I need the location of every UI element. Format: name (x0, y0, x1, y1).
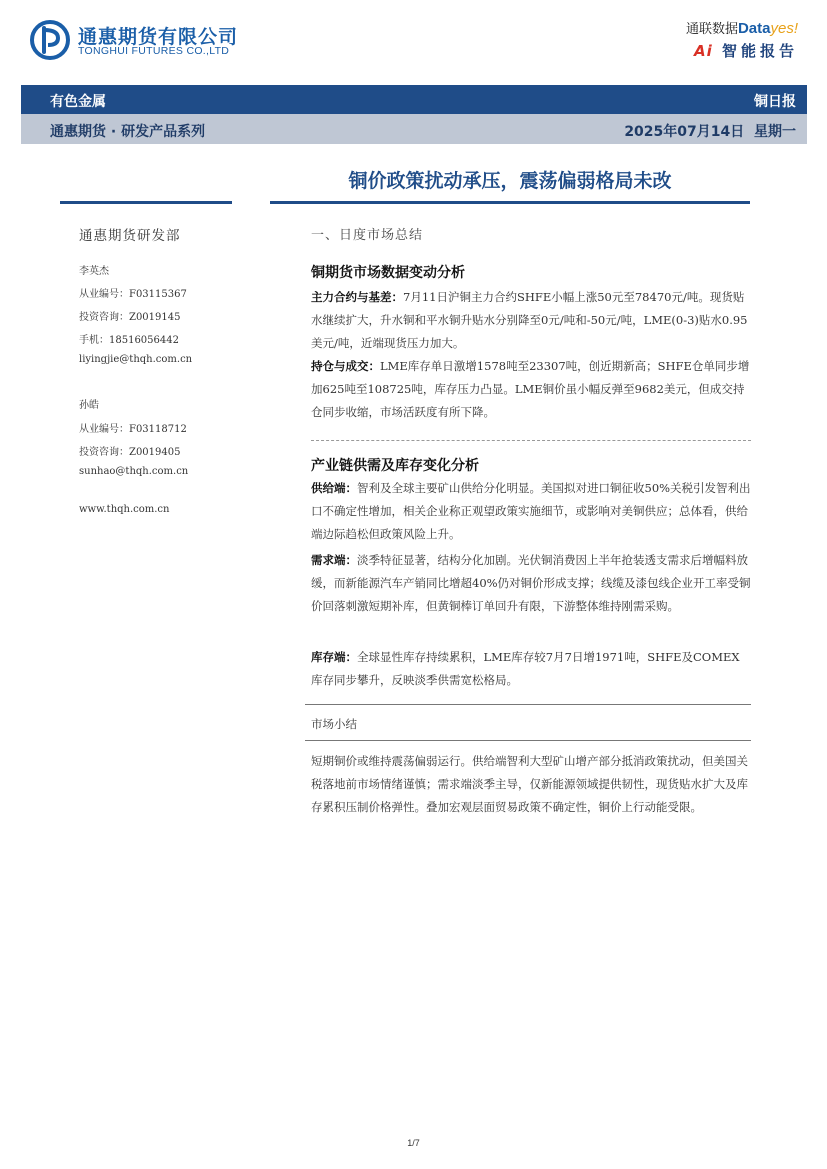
paragraph-label: 供给端： (311, 481, 357, 495)
section-heading: 一、日度市场总结 (311, 228, 424, 243)
partner-yes: yes! (770, 20, 798, 37)
title-rule-left (60, 201, 232, 204)
report-title: 铜价政策扰动承压，震荡偏弱格局未改 (348, 170, 672, 192)
ai-report-label (694, 40, 798, 61)
paragraph-label: 库存端： (311, 650, 357, 664)
partner-logo (686, 18, 798, 37)
category-band (21, 85, 807, 114)
analyst-advisory: 投资咨询：Z0019145 (79, 312, 181, 323)
ai-mark: Ai (693, 42, 713, 60)
paragraph-main-contract (311, 286, 751, 355)
page-number: 1/7 (407, 1138, 420, 1148)
analyst-email[interactable]: liyingjie@thqh.com.cn (79, 354, 193, 365)
paragraph-text: 7月11日沪铜主力合约SHFE小幅上涨50元至78470元/吨。现货贴水继续扩大，升水铜和平水铜升贴水分别降至0元/吨和-50元/吨，LME(0-3)贴水0.95美元/吨，近端现货压力加大。 (311, 290, 748, 350)
block-title: 产业链供需及库存变化分析 (311, 458, 479, 474)
company-logo-icon (30, 20, 70, 60)
summary-heading: 市场小结 (311, 717, 357, 731)
paragraph-inventory (311, 646, 751, 692)
paragraph-positions (311, 355, 751, 424)
company-name-cn: 通惠期货有限公司 (78, 26, 239, 48)
block-title: 铜期货市场数据变动分析 (311, 265, 465, 281)
analyst-license: 从业编号：F03118712 (79, 424, 187, 435)
paragraph-label: 主力合约与基差： (311, 290, 403, 304)
partner-data: Data (737, 20, 771, 37)
department-name: 通惠期货研发部 (79, 228, 181, 244)
paragraph-text: 淡季特征显著，结构分化加剧。光伏铜消费因上半年抢装透支需求后增幅料放缓，而新能源汽车产销同比增超40%仍对铜价形成支撑；线缆及漆包线企业开工率受铜价回落刺激短期补库，但黄铜棒订单回升有限，下游整体维持刚需采购。 (311, 553, 751, 613)
dashed-divider (311, 440, 751, 441)
paragraph-supply (311, 477, 751, 546)
summary-divider (305, 740, 751, 741)
series-label: 通惠期货 · 研发产品系列 (50, 124, 206, 140)
paragraph-text: LME库存单日激增1578吨至23307吨，创近期新高；SHFE仓单同步增加625吨至108725吨，库存压力凸显。LME铜价虽小幅反弹至9682美元，但成交持仓同步收缩，市场活跃度有所下降。 (311, 359, 750, 419)
analyst-name: 孙皓 (79, 400, 99, 411)
paragraph-label: 需求端： (311, 553, 357, 567)
analyst-phone: 手机：18516056442 (79, 335, 179, 346)
report-date: 2025年07月14日 星期一 (624, 124, 796, 140)
section-divider (305, 704, 751, 705)
analyst-name: 李英杰 (79, 266, 109, 277)
summary-text: 短期铜价或维持震荡偏弱运行。供给端智利大型矿山增产部分抵消政策扰动，但美国关税落地前市场情绪谨慎；需求端淡季主导，仅新能源领域提供韧性，现货贴水扩大及库存累积压制价格弹性。叠加宏观层面贸易政策不确定性，铜价上行动能受限。 (311, 754, 748, 814)
website-link[interactable]: www.thqh.com.cn (79, 504, 170, 515)
analyst-advisory: 投资咨询：Z0019405 (79, 447, 181, 458)
ai-report-text: 智能报告 (721, 42, 798, 60)
analyst-email[interactable]: sunhao@thqh.com.cn (79, 466, 189, 477)
title-rule-right (270, 201, 750, 204)
company-name-en: TONGHUI FUTURES CO.,LTD (78, 45, 230, 57)
category-label: 有色金属 (50, 94, 106, 110)
analyst-license: 从业编号：F03115367 (79, 289, 187, 300)
report-type-label: 铜日报 (754, 94, 796, 110)
paragraph-label: 持仓与成交： (311, 359, 380, 373)
paragraph-demand (311, 549, 751, 618)
partner-prefix: 通联数据 (685, 21, 738, 36)
paragraph-text: 智利及全球主要矿山供给分化明显。美国拟对进口铜征收50%关税引发智利出口不确定性增加，相关企业称正观望政策实施细节，或影响对美铜供应；总体看，供给端边际趋松但政策风险上升。 (311, 481, 751, 541)
paragraph-text: 全球显性库存持续累积，LME库存较7月7日增1971吨，SHFE及COMEX库存同步攀升，反映淡季供需宽松格局。 (311, 650, 740, 687)
